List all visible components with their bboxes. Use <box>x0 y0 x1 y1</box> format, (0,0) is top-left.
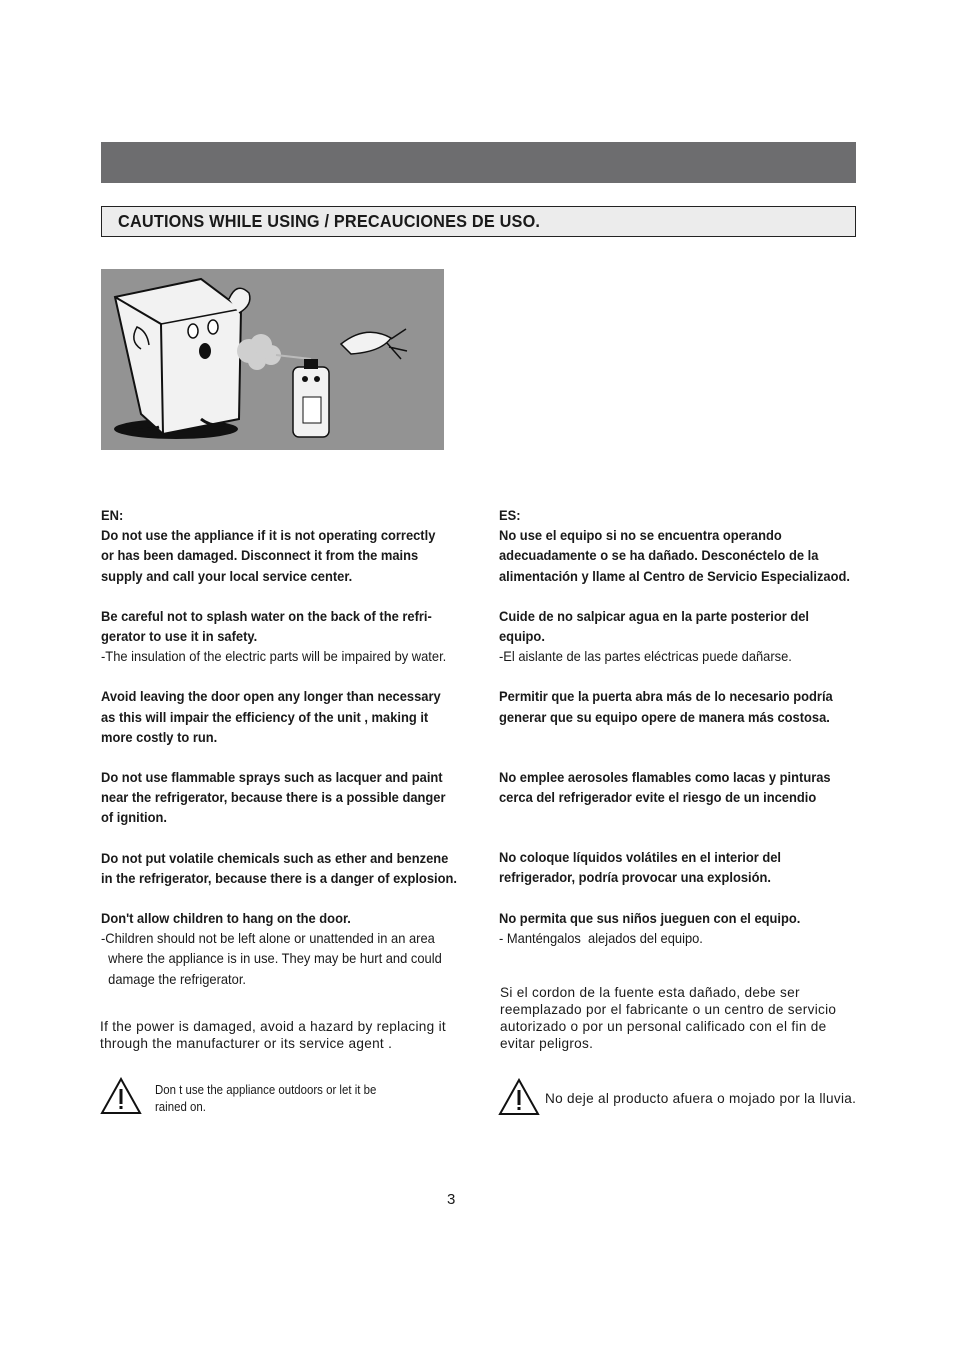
es-power-line2: reemplazado por el fabricante o un centro de servicio <box>500 1002 837 1017</box>
es-p6-heading: No permita que sus niños jueguen con el equipo. <box>499 910 801 926</box>
en-p3-line1: Avoid leaving the door open any longer than necessary <box>101 689 441 705</box>
es-p2-line1: Cuide de no salpicar agua en la parte posterior del <box>499 608 810 624</box>
en-p6-note-line3: damage the refrigerator. <box>101 971 247 987</box>
en-p1-line1: Do not use the appliance if it is not operating correctly <box>101 528 436 544</box>
en-power-line1: If the power is damaged, avoid a hazard by replacing it <box>100 1019 446 1034</box>
en-p1-line3: supply and call your local service center. <box>101 568 353 584</box>
en-p6-note-line1: -Children should not be left alone or unattended in an area <box>101 931 435 947</box>
warning-triangle-icon <box>100 1077 142 1115</box>
en-p2-line1: Be careful not to splash water on the back of the refri- <box>101 608 432 624</box>
en-p3-line2: as this will impair the efficiency of the unit , making it <box>101 709 429 725</box>
es-p6-note: - Manténgalos alejados del equipo. <box>499 930 703 946</box>
en-power-line2: through the manufacturer or its service agent . <box>100 1036 393 1051</box>
es-p1-line2: adecuadamente o se ha dañado. Desconéctelo de la <box>499 548 819 564</box>
header-bar <box>101 142 856 183</box>
es-p3-line2: generar que su equipo opere de manera más costosa. <box>499 709 830 725</box>
fridge-spray-cartoon-icon <box>101 269 444 450</box>
es-p1-line1: No use el equipo si no se encuentra operando <box>499 528 782 544</box>
es-power-line3: autorizado o por un personal calificado con el fin de <box>500 1019 827 1034</box>
english-column <box>101 506 473 990</box>
es-p2-line2: equipo. <box>499 629 545 645</box>
en-p5-line2: in the refrigerator, because there is a danger of explosion. <box>101 870 457 886</box>
warning-triangle-icon <box>498 1078 540 1116</box>
section-title-box <box>101 206 856 237</box>
es-power-notice <box>500 984 836 1052</box>
en-p4-line3: of ignition. <box>101 810 167 826</box>
section-title: CAUTIONS WHILE USING / PRECAUCIONES DE USO. <box>118 211 541 231</box>
en-p2-line2: gerator to use it in safety. <box>101 629 258 645</box>
en-p6-note-line2: where the appliance is in use. They may be hurt and could <box>101 951 442 967</box>
en-p5-line1: Do not put volatile chemicals such as ether and benzene <box>101 850 449 866</box>
page-number: 3 <box>447 1191 456 1208</box>
lang-label-en: EN: <box>101 508 124 523</box>
en-warning-text <box>155 1081 376 1115</box>
en-p4-line2: near the refrigerator, because there is a possible danger <box>101 790 446 806</box>
spanish-column <box>499 506 869 949</box>
en-p2-note: -The insulation of the electric parts will be impaired by water. <box>101 649 447 665</box>
caution-illustration <box>101 269 444 450</box>
en-warning-line1: Don t use the appliance outdoors or let it be <box>155 1082 377 1097</box>
en-p4-line1: Do not use flammable sprays such as lacquer and paint <box>101 770 443 786</box>
es-power-line1: Si el cordon de la fuente esta dañado, debe ser <box>500 985 800 1000</box>
es-p1-line3: alimentación y llame al Centro de Servicio Especializaod. <box>499 568 850 584</box>
es-p2-note: -El aislante de las partes eléctricas puede dañarse. <box>499 649 792 665</box>
lang-label-es: ES: <box>499 508 521 523</box>
en-warning-line2: rained on. <box>155 1099 206 1114</box>
es-p3-line1: Permitir que la puerta abra más de lo necesario podría <box>499 689 833 705</box>
es-p5-line1: No coloque líquidos volátiles en el interior del <box>499 850 782 866</box>
en-p1-line2: or has been damaged. Disconnect it from the mains <box>101 548 419 564</box>
es-p4-line1: No emplee aerosoles flamables como lacas y pinturas <box>499 769 831 785</box>
es-p4-line2: cerca del refrigerador evite el riesgo de un incendio <box>499 790 817 806</box>
es-warning-text: No deje al producto afuera o mojado por la lluvia. <box>545 1091 857 1106</box>
en-p3-line3: more costly to run. <box>101 729 218 745</box>
en-power-notice <box>100 1018 446 1052</box>
en-p6-heading: Don't allow children to hang on the door. <box>101 911 351 927</box>
es-p5-line2: refrigerador, podría provocar una explosión. <box>499 870 771 886</box>
es-power-line4: evitar peligros. <box>500 1036 594 1051</box>
